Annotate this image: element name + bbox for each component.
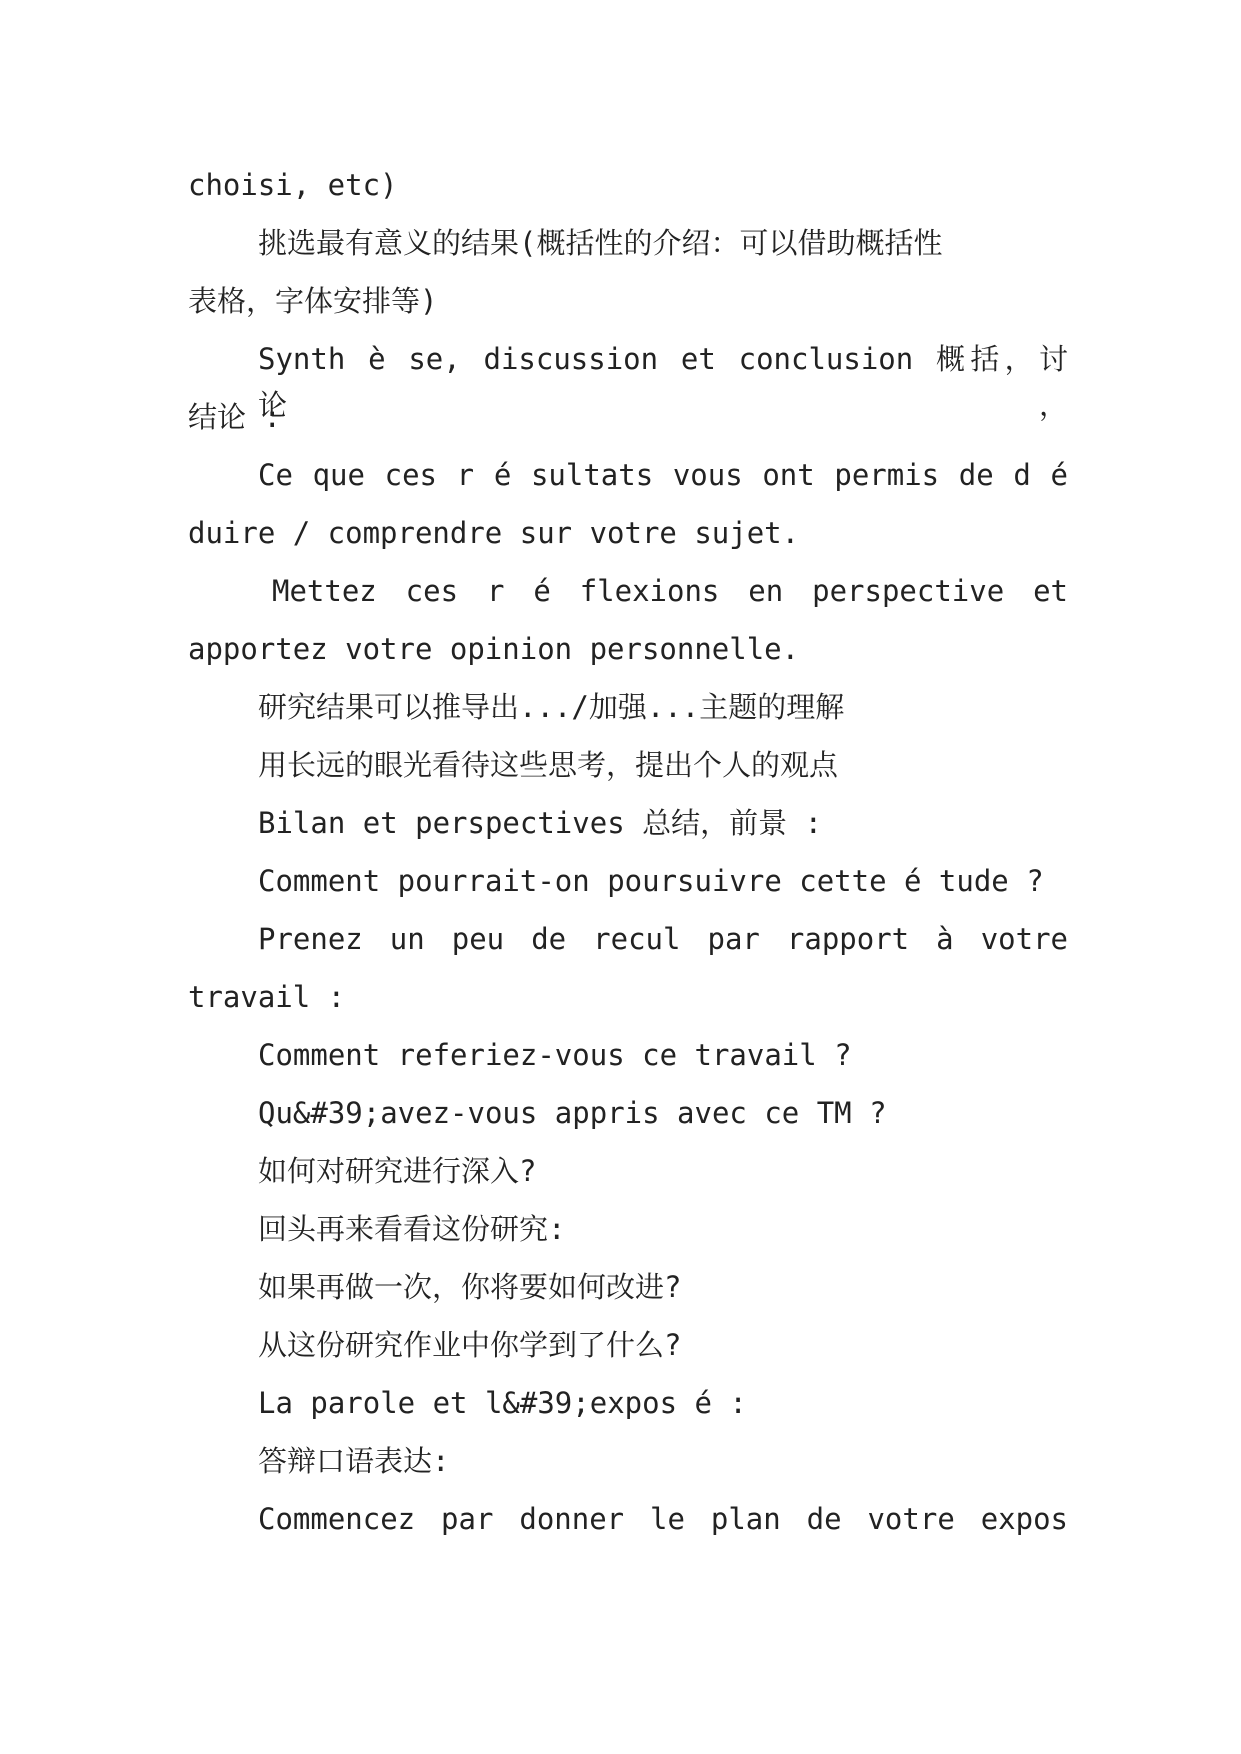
- text-line: 挑选最有意义的结果(概括性的介绍：可以借助概括性: [258, 226, 943, 260]
- text-line: 答辩口语表达:: [258, 1444, 450, 1478]
- text-line: apportez votre opinion personnelle.: [188, 632, 800, 666]
- text-line: duire / comprendre sur votre sujet.: [188, 516, 800, 550]
- text-line: 如何对研究进行深入?: [258, 1154, 537, 1188]
- text-line: La parole et l&#39;expos é :: [258, 1386, 747, 1420]
- text-line: Bilan et perspectives 总结，前景 :: [258, 806, 823, 840]
- text-line: Ce que ces r é sultats vous ont permis de d é: [258, 458, 1068, 492]
- text-line: Commencez par donner le plan de votre expos: [258, 1502, 1068, 1536]
- text-line: 研究结果可以推导出.../加强...主题的理解: [258, 690, 845, 724]
- text-line: travail :: [188, 980, 346, 1014]
- text-line: Comment referiez-vous ce travail ?: [258, 1038, 852, 1072]
- text-line: 表格，字体安排等): [188, 284, 438, 318]
- text-line: choisi, etc): [188, 168, 398, 202]
- text-line: Synth è se, discussion et conclusion 概括，讨论，: [258, 342, 1068, 422]
- text-line: 如果再做一次，你将要如何改进?: [258, 1270, 682, 1304]
- text-line: 回头再来看看这份研究:: [258, 1212, 566, 1246]
- text-line: 结论 :: [188, 400, 281, 434]
- text-line: 用长远的眼光看待这些思考，提出个人的观点: [258, 748, 839, 782]
- text-line: Comment pourrait-on poursuivre cette é tude ?: [258, 864, 1044, 898]
- text-line: Qu&#39;avez-vous appris avec ce TM ?: [258, 1096, 887, 1130]
- text-line: 从这份研究作业中你学到了什么?: [258, 1328, 682, 1362]
- text-line: Mettez ces r é flexions en perspective et: [272, 574, 1068, 608]
- text-line: Prenez un peu de recul par rapport à votre: [258, 922, 1068, 956]
- document-body: [188, 162, 1068, 1554]
